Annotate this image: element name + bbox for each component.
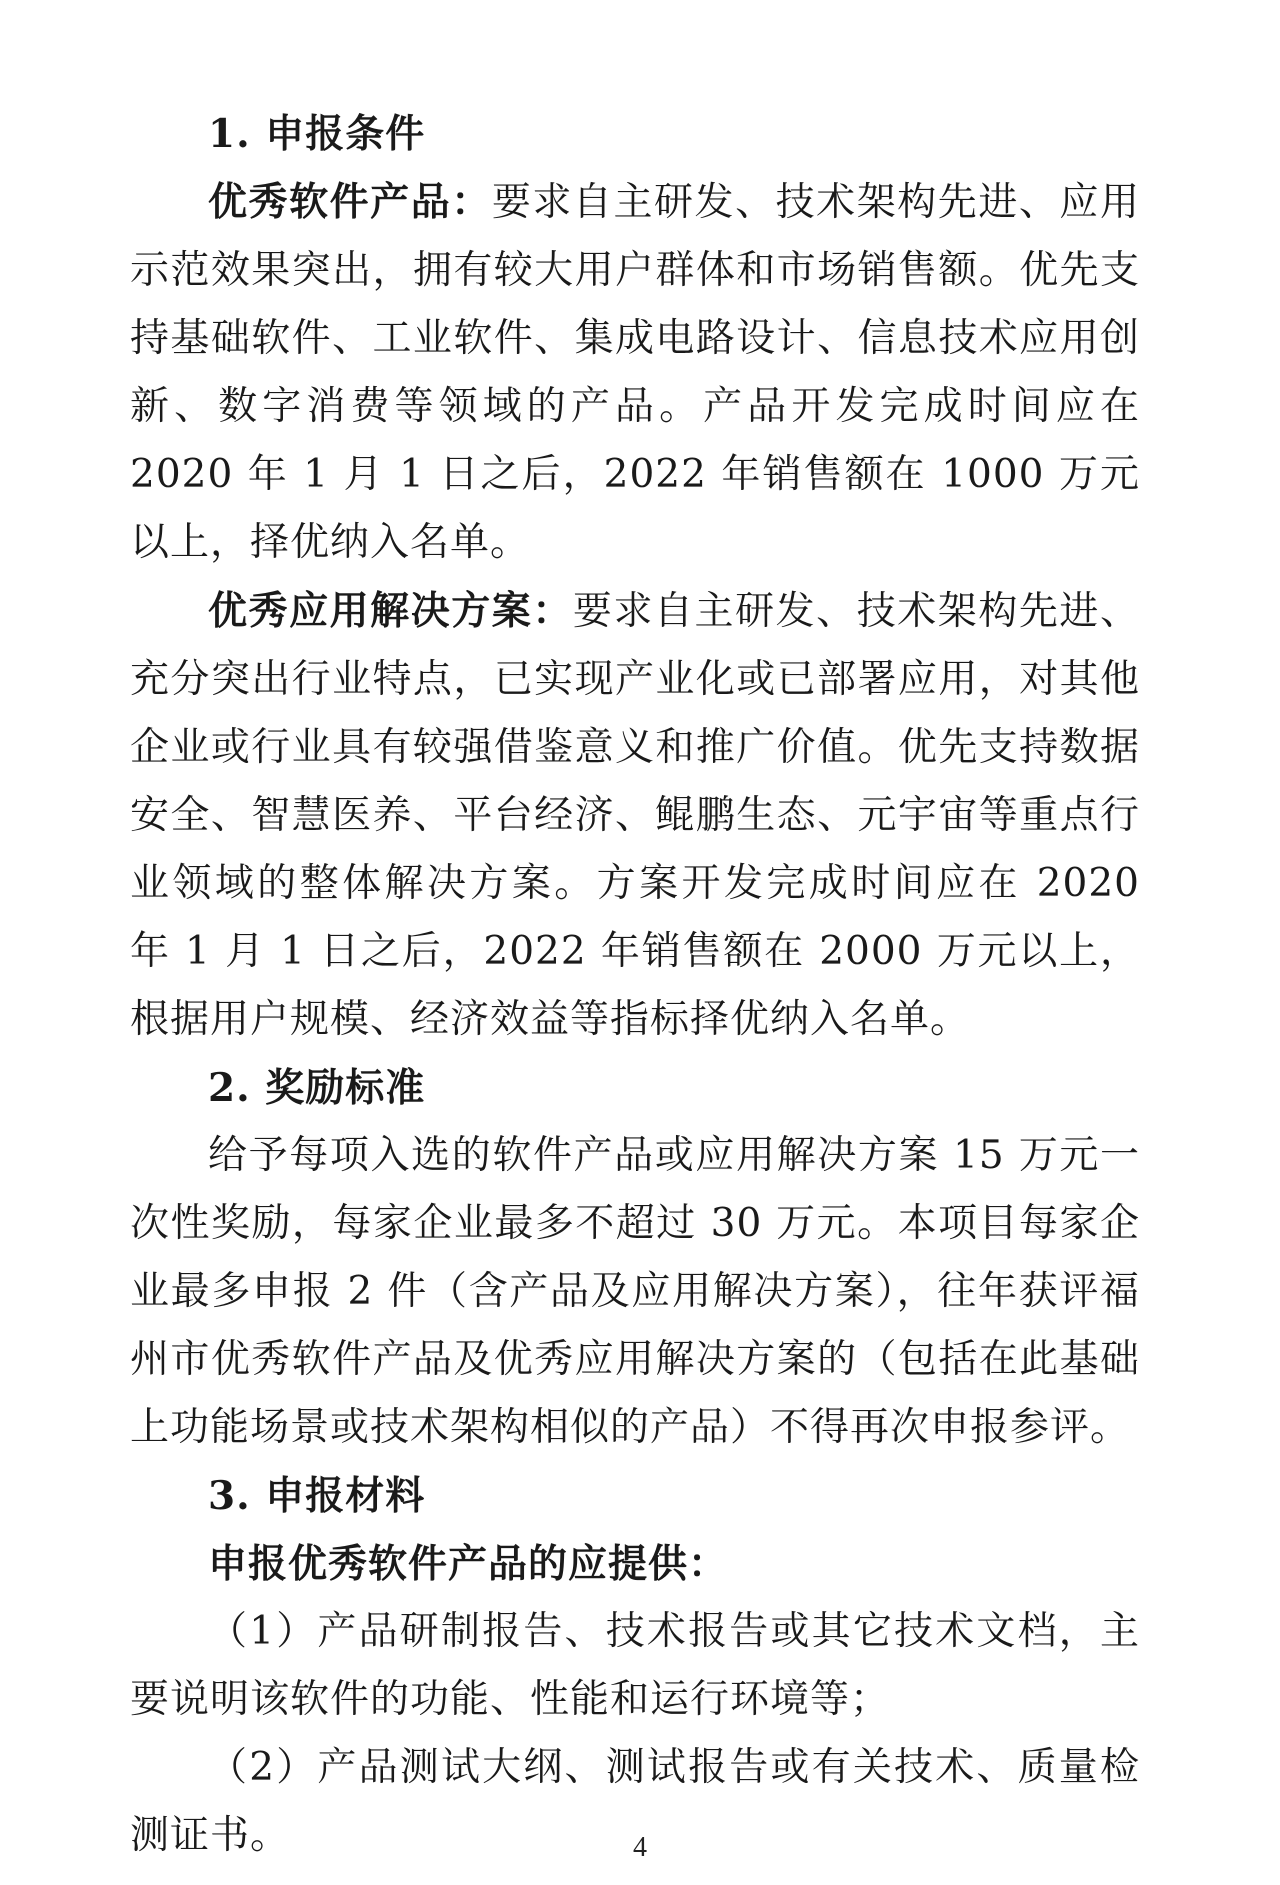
document-body	[130, 100, 1140, 1870]
list-item-materials-1: （1）产品研制报告、技术报告或其它技术文档，主要说明该软件的功能、性能和运行环境等；	[130, 1609, 1140, 1722]
paragraph-reward: 给予每项入选的软件产品或应用解决方案 15 万元一次性奖励，每家企业最多不超过 30 万元。本项目每家企业最多申报 2 件（含产品及应用解决方案），往年获评福州市优秀软件产品及优秀应用解决方案的（包括在此基础上功能场景或技术架构相似的产品）不得再次申报参评。	[130, 1133, 1140, 1450]
lead-software-product: 优秀软件产品：	[208, 179, 492, 225]
section-heading-conditions: 1. 申报条件	[208, 111, 426, 157]
text-software-product: 要求自主研发、技术架构先进、应用示范效果突出，拥有较大用户群体和市场销售额。优先支持基础软件、工业软件、集成电路设计、信息技术应用创新、数字消费等领域的产品。产品开发完成时间应在 2020 年 1 月 1 日之后，2022 年销售额在 1000 万元以上，择优纳入名单。	[130, 180, 1140, 565]
lead-application-solution: 优秀应用解决方案：	[208, 588, 573, 634]
section-heading-reward: 2. 奖励标准	[208, 1065, 426, 1111]
list-item-materials-2: （2）产品测试大纲、测试报告或有关技术、质量检测证书。	[130, 1745, 1140, 1858]
text-application-solution: 要求自主研发、技术架构先进、充分突出行业特点，已实现产业化或已部署应用，对其他企业或行业具有较强借鉴意义和推广价值。优先支持数据安全、智慧医养、平台经济、鲲鹏生态、元宇宙等重点行业领域的整体解决方案。方案开发完成时间应在 2020 年 1 月 1 日之后，2022 年销售额在 2000 万元以上，根据用户规模、经济效益等指标择优纳入名单。	[130, 589, 1140, 1042]
paragraph-application-solution	[130, 577, 1140, 1054]
paragraph-software-product	[130, 168, 1140, 577]
section-heading-materials: 3. 申报材料	[208, 1473, 426, 1519]
page-number: 4	[633, 1832, 647, 1863]
subheading-software-materials: 申报优秀软件产品的应提供：	[208, 1541, 729, 1587]
